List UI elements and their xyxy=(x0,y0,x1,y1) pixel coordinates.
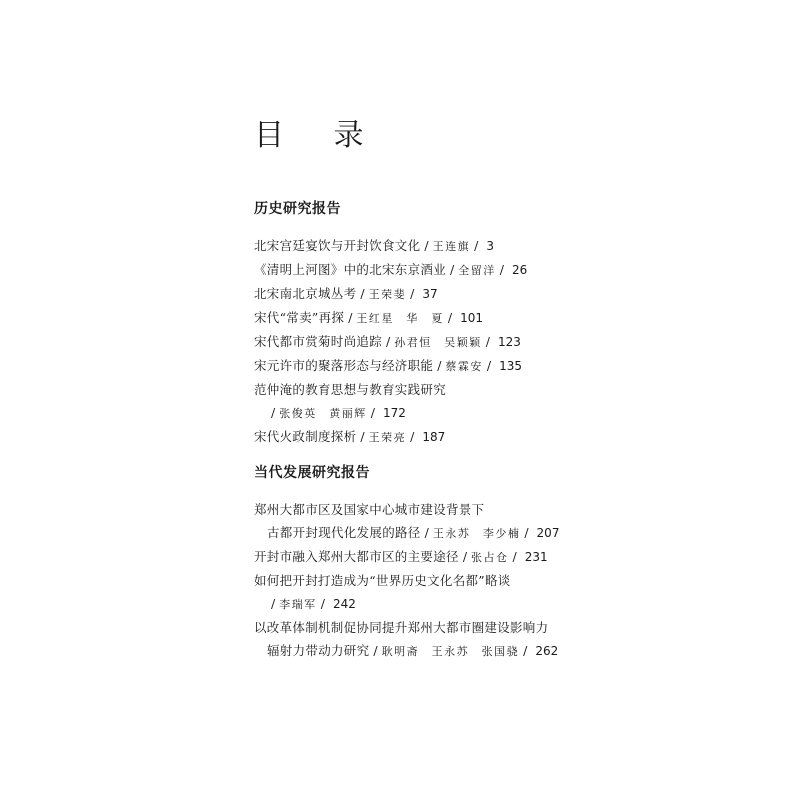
entry-title: 如何把开封打造成为“世界历史文化名都”略谈 xyxy=(254,573,511,588)
entry-line xyxy=(254,330,684,354)
entry-title: 《清明上河图》中的北宋东京酒业 xyxy=(254,262,447,277)
entry-line xyxy=(254,616,684,639)
entry-page-number: 26 xyxy=(511,263,528,277)
entry-title: 宋代“常卖”再探 xyxy=(254,310,345,325)
separator: / xyxy=(271,405,276,420)
entry-page-number: 242 xyxy=(332,597,356,611)
entry-page-number: 187 xyxy=(422,430,446,444)
entry-authors: 王红星 华 夏 xyxy=(356,312,444,325)
separator: / xyxy=(386,334,391,349)
separator: / xyxy=(320,596,325,611)
entry-list xyxy=(254,234,684,449)
entry-title: 北宋南北京城丛考 xyxy=(254,286,357,301)
toc-entry[interactable] xyxy=(254,306,684,330)
separator: / xyxy=(424,238,429,253)
entry-title: 郑州大都市区及国家中心城市建设背景下 xyxy=(254,502,485,517)
separator: / xyxy=(474,238,479,253)
separator: / xyxy=(348,310,353,325)
entry-line xyxy=(254,378,684,401)
toc-entry[interactable] xyxy=(254,545,684,569)
toc-entry[interactable] xyxy=(254,282,684,306)
entry-authors: 全留洋 xyxy=(458,264,496,277)
entry-page-number: 172 xyxy=(382,406,406,420)
separator: / xyxy=(373,643,378,658)
separator: / xyxy=(447,310,453,325)
entry-line xyxy=(254,545,684,569)
entry-title: 北宋宫廷宴饮与开封饮食文化 xyxy=(254,238,421,253)
entry-page-number: 123 xyxy=(497,335,521,349)
toc-entry[interactable] xyxy=(254,234,684,258)
separator: / xyxy=(437,358,442,373)
entry-page-number: 262 xyxy=(535,644,559,658)
separator: / xyxy=(360,286,365,301)
entry-authors: 耿明斋 王永苏 张国骁 xyxy=(381,645,520,658)
entry-authors: 张俊英 黄丽辉 xyxy=(279,407,367,420)
entry-authors: 孙君恒 吴颖颖 xyxy=(394,336,482,349)
entry-line xyxy=(254,234,684,258)
toc-entry[interactable] xyxy=(254,569,684,616)
separator: / xyxy=(410,286,415,301)
separator: / xyxy=(512,549,517,564)
entry-page-number: 3 xyxy=(486,239,494,253)
entry-authors: 王连旗 xyxy=(432,240,471,253)
entry-authors: 蔡霖安 xyxy=(445,360,483,373)
separator: / xyxy=(370,405,375,420)
separator: / xyxy=(410,429,415,444)
toc-entry[interactable] xyxy=(254,330,684,354)
section-heading: 历史研究报告 xyxy=(254,201,341,217)
entry-line xyxy=(254,592,684,616)
page-title: 目 录 xyxy=(254,118,384,153)
toc-section-contemporary xyxy=(254,462,684,663)
separator: / xyxy=(450,262,455,277)
entry-line xyxy=(254,521,684,545)
entry-line xyxy=(254,639,684,663)
entry-title: 宋代都市赏菊时尚追踪 xyxy=(254,334,383,349)
separator: / xyxy=(485,334,490,349)
entry-line xyxy=(254,282,684,306)
separator: / xyxy=(486,358,492,373)
entry-title: 古都开封现代化发展的路径 xyxy=(267,525,421,540)
entry-authors: 王永苏 李少楠 xyxy=(432,527,521,540)
entry-page-number: 135 xyxy=(499,359,523,373)
separator: / xyxy=(360,429,365,444)
entry-title: 以改革体制机制促协同提升郑州大都市圈建设影响力 xyxy=(254,620,549,635)
entry-line xyxy=(254,354,684,378)
entry-line xyxy=(254,498,684,521)
separator: / xyxy=(523,643,528,658)
separator: / xyxy=(424,525,429,540)
entry-authors: 李瑞军 xyxy=(279,598,317,611)
entry-authors: 张占仓 xyxy=(471,551,509,564)
entry-page-number: 101 xyxy=(460,311,484,325)
separator: / xyxy=(524,525,529,540)
section-heading: 当代发展研究报告 xyxy=(254,465,370,481)
separator: / xyxy=(271,596,276,611)
separator: / xyxy=(462,549,468,564)
toc-entry[interactable] xyxy=(254,258,684,282)
entry-line xyxy=(254,306,684,330)
entry-line xyxy=(254,425,684,449)
entry-page-number: 207 xyxy=(536,526,560,540)
entry-title: 范仲淹的教育思想与教育实践研究 xyxy=(254,382,447,397)
entry-authors: 王荣斐 xyxy=(368,288,407,301)
toc-entry[interactable] xyxy=(254,425,684,449)
toc-section-history xyxy=(254,198,684,449)
entry-title: 辐射力带动力研究 xyxy=(267,643,370,658)
entry-line xyxy=(254,258,684,282)
entry-title: 宋元许市的聚落形态与经济职能 xyxy=(254,358,434,373)
entry-line xyxy=(254,401,684,425)
toc-entry[interactable] xyxy=(254,378,684,425)
toc-entry[interactable] xyxy=(254,498,684,545)
toc-entry[interactable] xyxy=(254,354,684,378)
entry-title: 宋代火政制度探析 xyxy=(254,429,357,444)
entry-page-number: 37 xyxy=(422,287,438,301)
entry-authors: 王荣亮 xyxy=(368,431,407,444)
entry-page-number: 231 xyxy=(524,550,548,564)
entry-title: 开封市融入郑州大都市区的主要途径 xyxy=(254,549,459,564)
entry-list xyxy=(254,498,684,663)
separator: / xyxy=(499,262,504,277)
toc-entry[interactable] xyxy=(254,616,684,663)
entry-line xyxy=(254,569,684,592)
